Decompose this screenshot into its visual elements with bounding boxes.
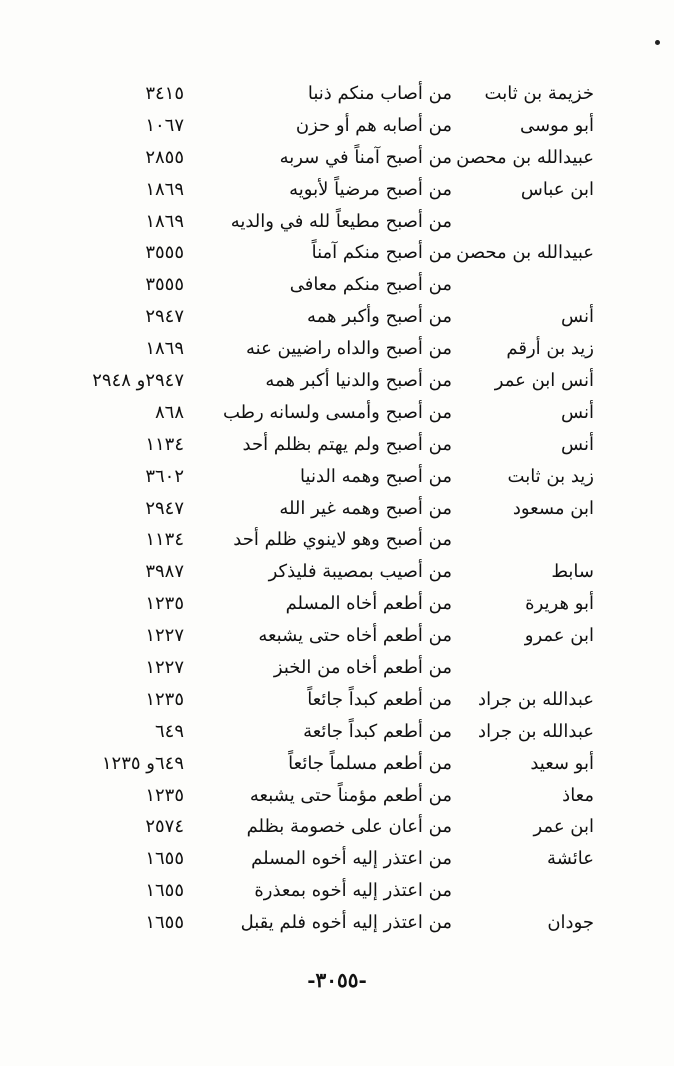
index-row bbox=[0, 78, 674, 110]
narrator-cell: أنس bbox=[561, 433, 594, 455]
hadith-cell: من أعان على خصومة بظلم bbox=[246, 816, 452, 838]
index-row bbox=[0, 237, 674, 269]
index-row bbox=[0, 429, 674, 461]
reference-cell: ٢٥٧٤ bbox=[145, 816, 184, 838]
page-number: -٣٠٥٥- bbox=[307, 968, 367, 992]
index-row bbox=[0, 269, 674, 301]
reference-cell: ١١٣٤ bbox=[145, 529, 184, 551]
narrator-cell: ابن عمر bbox=[533, 816, 594, 838]
index-row bbox=[0, 206, 674, 238]
narrator-cell: عبيدالله بن محصن bbox=[456, 146, 594, 168]
index-row bbox=[0, 461, 674, 493]
reference-cell: ١٠٦٧ bbox=[145, 114, 184, 136]
hadith-cell: من أطعم كبداً جائعة bbox=[303, 720, 452, 742]
narrator-cell: أبو سعيد bbox=[530, 752, 594, 774]
hadith-cell: من أصبح وهمه غير الله bbox=[279, 497, 452, 519]
index-row bbox=[0, 811, 674, 843]
hadith-cell: من أطعم أخاه من الخبز bbox=[273, 657, 452, 679]
hadith-cell: من أطعم أخاه المسلم bbox=[285, 593, 452, 615]
narrator-cell bbox=[444, 206, 594, 238]
narrator-cell: زيد بن ثابت bbox=[507, 465, 594, 487]
index-row bbox=[0, 333, 674, 365]
index-row bbox=[0, 620, 674, 652]
hadith-cell: من أصبح والدنيا أكبر همه bbox=[265, 370, 452, 392]
reference-cell: ١٨٦٩ bbox=[145, 178, 184, 200]
narrator-cell: زيد بن أرقم bbox=[506, 338, 594, 360]
reference-cell: ١٢٣٥ bbox=[145, 784, 184, 806]
hadith-cell: من أصبح منكم آمناً bbox=[311, 242, 452, 264]
narrator-cell: عبدالله بن جراد bbox=[478, 720, 594, 742]
narrator-cell bbox=[444, 524, 594, 556]
reference-cell: ١٦٥٥ bbox=[145, 880, 184, 902]
narrator-cell: عائشة bbox=[547, 848, 594, 870]
hadith-cell: من أطعم مسلماً جائعاً bbox=[288, 752, 452, 774]
print-dot bbox=[655, 40, 660, 45]
index-row bbox=[0, 588, 674, 620]
hadith-cell: من أصبح منكم معافى bbox=[289, 274, 452, 296]
index-row bbox=[0, 907, 674, 939]
hadith-cell: من أصبح ولم يهتم بظلم أحد bbox=[242, 433, 452, 455]
hadith-cell: من أصبح وهو لاينوي ظلم أحد bbox=[233, 529, 452, 551]
reference-cell: ٦٤٩ bbox=[154, 720, 184, 742]
narrator-cell: عبدالله بن جراد bbox=[478, 688, 594, 710]
hadith-cell: من أصبح وأكبر همه bbox=[306, 306, 452, 328]
reference-cell: ٦٤٩و ١٢٣٥ bbox=[101, 752, 184, 774]
narrator-cell: أبو هريرة bbox=[525, 593, 594, 615]
index-row bbox=[0, 524, 674, 556]
reference-cell: ١٢٣٥ bbox=[145, 688, 184, 710]
reference-cell: ١٨٦٩ bbox=[145, 210, 184, 232]
index-row bbox=[0, 301, 674, 333]
hadith-cell: من أصابه هم أو حزن bbox=[295, 114, 452, 136]
hadith-cell: من أصبح والداه راضيين عنه bbox=[246, 338, 452, 360]
index-row bbox=[0, 748, 674, 780]
narrator-cell: سابط bbox=[551, 561, 594, 583]
hadith-cell: من أصبح مرضياً لأبويه bbox=[289, 178, 452, 200]
hadith-cell: من أصبح وأمسى ولسانه رطب bbox=[222, 401, 452, 423]
reference-cell: ٢٨٥٥ bbox=[145, 146, 184, 168]
reference-cell: ٨٦٨ bbox=[154, 401, 184, 423]
hadith-cell: من أصيب بمصيبة فليذكر bbox=[268, 561, 452, 583]
index-row bbox=[0, 365, 674, 397]
reference-cell: ١٢٢٧ bbox=[145, 625, 184, 647]
hadith-cell: من أطعم كبداً جائعاً bbox=[307, 688, 452, 710]
index-row bbox=[0, 875, 674, 907]
index-row bbox=[0, 843, 674, 875]
index-row bbox=[0, 142, 674, 174]
hadith-cell: من أطعم مؤمناً حتى يشبعه bbox=[249, 784, 452, 806]
narrator-cell: أبو موسى bbox=[519, 114, 594, 136]
hadith-cell: من أصبح مطيعاً لله في والديه bbox=[230, 210, 452, 232]
narrator-cell: جودان bbox=[547, 912, 594, 934]
reference-cell: ٢٩٤٧ bbox=[145, 497, 184, 519]
narrator-cell: معاذ bbox=[562, 784, 594, 806]
reference-cell: ٣٥٥٥ bbox=[145, 242, 184, 264]
reference-cell: ١٦٥٥ bbox=[145, 912, 184, 934]
narrator-cell bbox=[444, 652, 594, 684]
narrator-cell: ابن مسعود bbox=[512, 497, 594, 519]
index-table bbox=[0, 78, 674, 939]
narrator-cell: أنس bbox=[561, 306, 594, 328]
narrator-cell bbox=[444, 875, 594, 907]
reference-cell: ١٢٢٧ bbox=[145, 657, 184, 679]
hadith-cell: من أصبح آمناً في سربه bbox=[279, 146, 452, 168]
hadith-cell: من اعتذر إليه أخوه المسلم bbox=[251, 848, 452, 870]
hadith-cell: من أصاب منكم ذنبا bbox=[307, 83, 452, 104]
index-row bbox=[0, 493, 674, 525]
reference-cell: ١١٣٤ bbox=[145, 433, 184, 455]
narrator-cell: ابن عمرو bbox=[524, 625, 594, 647]
index-row bbox=[0, 397, 674, 429]
index-row bbox=[0, 780, 674, 812]
hadith-cell: من اعتذر إليه أخوه بمعذرة bbox=[254, 880, 452, 902]
index-row bbox=[0, 716, 674, 748]
reference-cell: ١٦٥٥ bbox=[145, 848, 184, 870]
reference-cell: ٣٩٨٧ bbox=[145, 561, 184, 583]
narrator-cell: خزيمة بن ثابت bbox=[484, 83, 594, 104]
index-row bbox=[0, 110, 674, 142]
hadith-cell: من اعتذر إليه أخوه فلم يقبل bbox=[240, 912, 452, 934]
narrator-cell: ابن عباس bbox=[520, 178, 594, 200]
reference-cell: ٣٥٥٥ bbox=[145, 274, 184, 296]
reference-cell: ٣٦٠٢ bbox=[145, 465, 184, 487]
index-row bbox=[0, 556, 674, 588]
reference-cell: ٢٩٤٧و ٢٩٤٨ bbox=[92, 370, 184, 392]
reference-cell: ٢٩٤٧ bbox=[145, 306, 184, 328]
reference-cell: ١٨٦٩ bbox=[145, 338, 184, 360]
hadith-cell: من أطعم أخاه حتى يشبعه bbox=[258, 625, 452, 647]
reference-cell: ٣٤١٥ bbox=[145, 83, 184, 104]
index-row bbox=[0, 174, 674, 206]
hadith-cell: من أصبح وهمه الدنيا bbox=[300, 465, 452, 487]
index-row bbox=[0, 684, 674, 716]
narrator-cell: أنس bbox=[561, 401, 594, 423]
narrator-cell: أنس ابن عمر bbox=[494, 370, 594, 392]
narrator-cell bbox=[444, 269, 594, 301]
narrator-cell: عبيدالله بن محصن bbox=[456, 242, 594, 264]
reference-cell: ١٢٣٥ bbox=[145, 593, 184, 615]
index-row bbox=[0, 652, 674, 684]
